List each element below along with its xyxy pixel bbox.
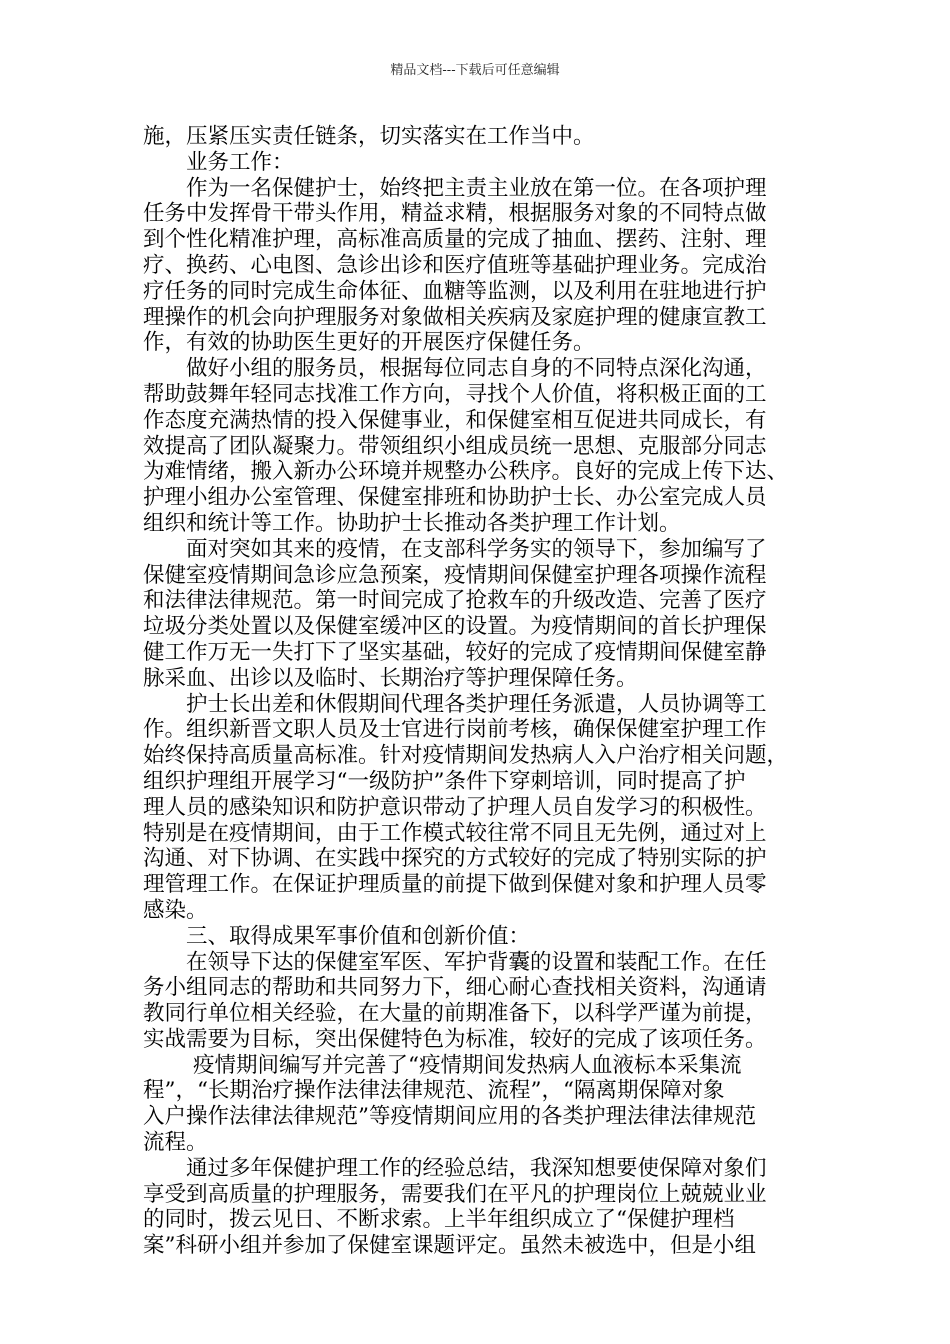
text-line: 帮助鼓舞年轻同志找准工作方向，寻找个人价值，将积极正面的工: [143, 381, 767, 407]
text-line: 施，压紧压实责任链条，切实落实在工作当中。: [143, 124, 595, 149]
text-line: 为难情绪，搬入新办公环境并规整办公秩序。良好的完成上传下达、: [143, 459, 789, 485]
text-line: 组织和统计等工作。协助护士长推动各类护理工作计划。: [143, 510, 681, 536]
text-line: 业务工作：: [186, 149, 294, 175]
text-line: 健工作万无一失打下了坚实基础，较好的完成了疫情期间保健室静: [143, 639, 767, 665]
text-line: 特别是在疫情期间，由于工作模式较往常不同且无先例，通过对上: [143, 820, 767, 846]
document-body: [143, 124, 823, 1259]
text-line: 务小组同志的帮助和共同努力下，细心耐心查找相关资料，沟通请: [143, 975, 767, 1001]
text-line: 通过多年保健护理工作的经验总结，我深知想要使保障对象们: [186, 1155, 767, 1181]
text-line: 脉采血、出诊以及临时、长期治疗等护理保障任务。: [143, 665, 638, 691]
text-line: 三、取得成果军事价值和创新价值：: [186, 923, 531, 949]
page-header: 精品文档---下载后可任意编辑: [390, 63, 560, 78]
text-line: 到个性化精准护理，高标准高质量的完成了抽血、摆药、注射、理: [143, 227, 767, 253]
text-line: 面对突如其来的疫情，在支部科学务实的领导下，参加编写了: [186, 536, 767, 562]
text-line: 作为一名保健护士，始终把主责主业放在第一位。在各项护理: [186, 175, 767, 201]
text-line: 教同行单位相关经验，在大量的前期准备下，以科学严谨为前提，: [143, 1001, 767, 1027]
text-line: 效提高了团队凝聚力。带领组织小组成员统一思想、克服部分同志: [143, 433, 767, 459]
text-line: 作，有效的协助医生更好的开展医疗保健任务。: [143, 330, 595, 356]
text-line: 享受到高质量的护理服务，需要我们在平凡的护理岗位上兢兢业业: [143, 1181, 767, 1207]
text-line: 保健室疫情期间急诊应急预案，疫情期间保健室护理各项操作流程: [143, 562, 767, 588]
text-line: 实战需要为目标，突出保健特色为标准，较好的完成了该项任务。: [143, 1026, 767, 1052]
text-line: 入户操作法律法律规范”等疫情期间应用的各类护理法律法律规范: [143, 1104, 756, 1130]
text-line: 做好小组的服务员，根据每位同志自身的不同特点深化沟通，: [186, 356, 767, 382]
text-line: 作。组织新晋文职人员及士官进行岗前考核，确保保健室护理工作: [143, 717, 767, 743]
text-line: 理管理工作。在保证护理质量的前提下做到保健对象和护理人员零: [143, 872, 767, 898]
text-line: 沟通、对下协调、在实践中探究的方式较好的完成了特别实际的护: [143, 846, 767, 872]
text-line: 作态度充满热情的投入保健事业，和保健室相互促进共同成长，有: [143, 407, 767, 433]
text-line: 感染。: [143, 897, 208, 923]
text-line: 组织护理组开展学习“一级防护”条件下穿刺培训，同时提高了护: [143, 768, 746, 794]
text-line: 始终保持高质量高标准。针对疫情期间发热病人入户治疗相关问题，: [143, 743, 789, 769]
text-line: 流程。: [143, 1130, 208, 1156]
text-line: 疗任务的同时完成生命体征、血糖等监测，以及利用在驻地进行护: [143, 278, 767, 304]
text-line: 和法律法律规范。第一时间完成了抢救车的升级改造、完善了医疗: [143, 588, 767, 614]
text-line: 的同时，拨云见日、不断求索。上半年组织成立了“保健护理档: [143, 1207, 735, 1233]
text-line: 护理小组办公室管理、保健室排班和协助护士长、办公室完成人员: [143, 485, 767, 511]
text-line: 垃圾分类处置以及保健室缓冲区的设置。为疫情期间的首长护理保: [143, 614, 767, 640]
text-line: 案”科研小组并参加了保健室课题评定。虽然未被选中，但是小组: [143, 1233, 756, 1259]
text-line: 程”，“长期治疗操作法律法律规范、流程”，“隔离期保障对象: [143, 1078, 725, 1104]
text-line: 在领导下达的保健室军医、军护背囊的设置和装配工作。在任: [186, 949, 767, 975]
text-line: 理人员的感染知识和防护意识带动了护理人员自发学习的积极性。: [143, 794, 767, 820]
text-line: 护士长出差和休假期间代理各类护理任务派遣，人员协调等工: [186, 691, 767, 717]
text-line: 理操作的机会向护理服务对象做相关疾病及家庭护理的健康宣教工: [143, 304, 767, 330]
text-line: 疫情期间编写并完善了“疫情期间发热病人血液标本采集流: [193, 1052, 742, 1078]
text-line: 疗、换药、心电图、急诊出诊和医疗值班等基础护理业务。完成治: [143, 252, 767, 278]
text-line: 任务中发挥骨干带头作用，精益求精，根据服务对象的不同特点做: [143, 201, 767, 227]
